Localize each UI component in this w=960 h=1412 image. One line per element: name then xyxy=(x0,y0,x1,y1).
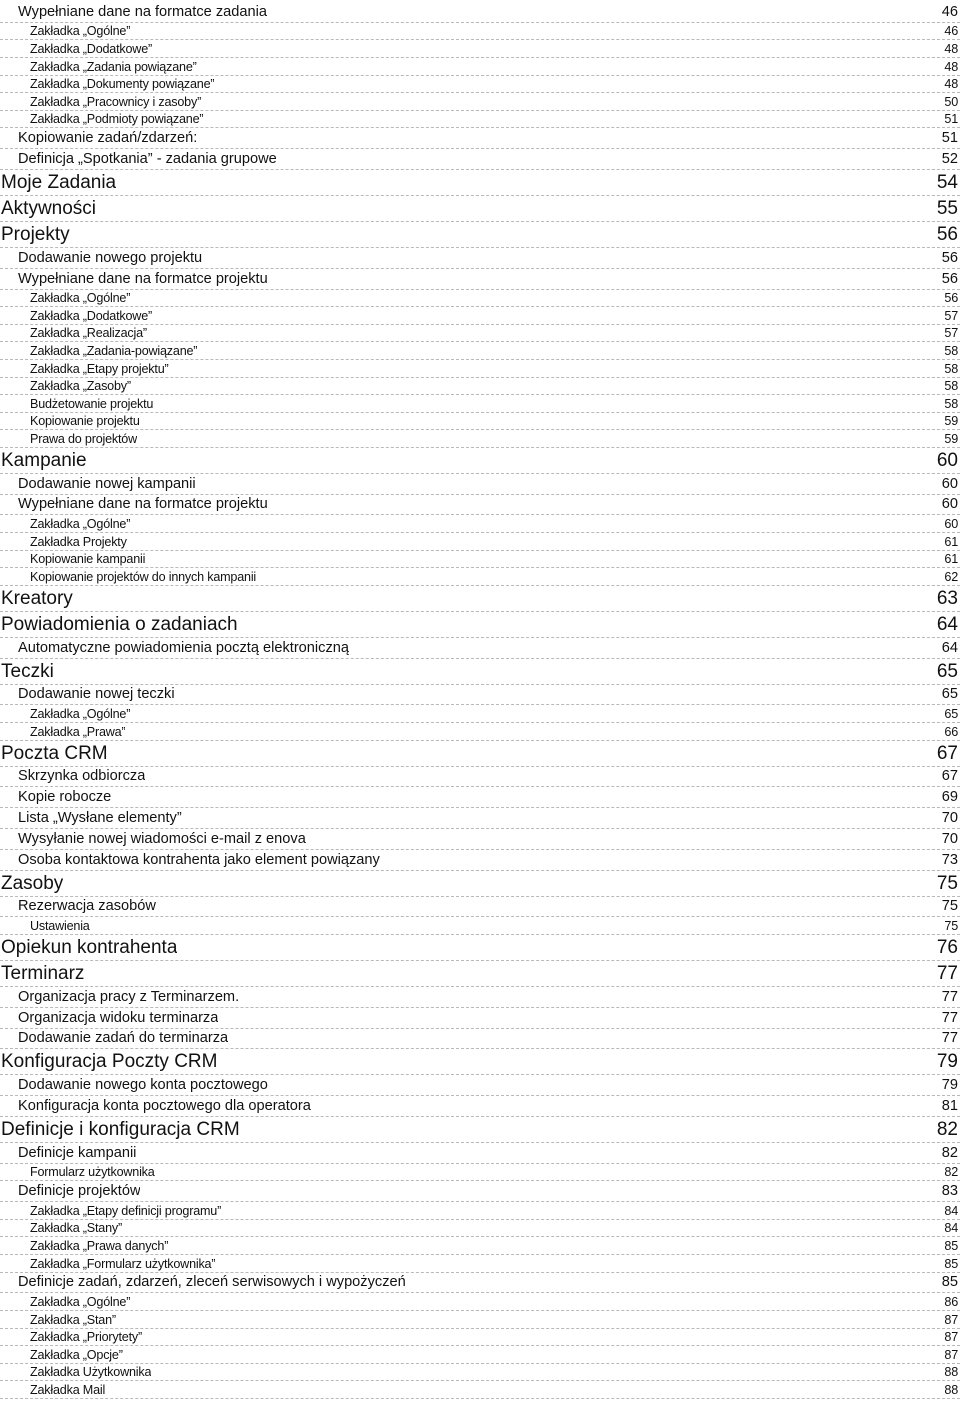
toc-entry[interactable] xyxy=(0,1049,960,1075)
toc-entry-title: Zakładka „Ogólne” xyxy=(30,291,131,306)
toc-entry-title: Konfiguracja Poczty CRM xyxy=(1,1051,218,1073)
toc-entry-page-number: 84 xyxy=(944,1221,958,1236)
toc-entry-title: Zakładka „Ogólne” xyxy=(30,707,131,722)
toc-entry[interactable] xyxy=(0,612,960,638)
toc-entry-title: Budżetowanie projektu xyxy=(30,396,154,411)
toc-entry-page-number: 88 xyxy=(944,1365,958,1380)
toc-entry[interactable] xyxy=(0,1117,960,1143)
toc-entry-page-number: 51 xyxy=(941,130,958,147)
toc-entry[interactable] xyxy=(0,222,960,248)
toc-entry[interactable] xyxy=(0,568,960,586)
toc-entry-title: Zakładka „Stan” xyxy=(30,1312,116,1327)
toc-entry[interactable] xyxy=(0,40,960,58)
toc-entry-page-number: 79 xyxy=(941,1077,958,1094)
toc-entry-title: Dodawanie nowej teczki xyxy=(18,686,175,703)
toc-entry-title: Zakładka Projekty xyxy=(30,534,127,549)
toc-entry-page-number: 84 xyxy=(944,1203,958,1218)
toc-entry-title: Skrzynka odbiorcza xyxy=(18,768,146,785)
toc-entry-page-number: 73 xyxy=(941,851,958,868)
toc-entry-page-number: 65 xyxy=(944,707,958,722)
toc-entry-title: Zakładka „Prawa” xyxy=(30,724,126,739)
toc-entry-page-number: 46 xyxy=(941,3,958,20)
toc-entry[interactable] xyxy=(0,685,960,706)
toc-entry[interactable] xyxy=(0,269,960,290)
toc-entry-title: Definicje kampanii xyxy=(18,1144,137,1161)
toc-entry[interactable] xyxy=(0,360,960,378)
toc-entry-title: Kopiowanie zadań/zdarzeń: xyxy=(18,130,198,147)
toc-entry[interactable] xyxy=(0,808,960,829)
toc-entry[interactable] xyxy=(0,474,960,495)
toc-entry[interactable] xyxy=(0,1293,960,1311)
toc-entry-page-number: 58 xyxy=(944,361,958,376)
toc-entry-title: Zakładka „Etapy projektu” xyxy=(30,361,169,376)
toc-entry[interactable] xyxy=(0,128,960,149)
toc-entry-page-number: 63 xyxy=(936,587,958,609)
toc-entry-title: Zakładka „Dodatkowe” xyxy=(30,41,152,56)
toc-entry-title: Kopie robocze xyxy=(18,789,112,806)
toc-entry-title: Zakładka „Stany” xyxy=(30,1221,122,1236)
toc-entry-page-number: 65 xyxy=(936,660,958,682)
toc-entry-title: Zakładka „Opcje” xyxy=(30,1347,123,1362)
toc-entry-title: Formularz użytkownika xyxy=(30,1165,155,1180)
toc-entry[interactable] xyxy=(0,787,960,808)
toc-entry-title: Zakładka Mail xyxy=(30,1382,106,1397)
toc-entry-page-number: 62 xyxy=(944,569,958,584)
toc-entry[interactable] xyxy=(0,111,960,129)
toc-entry[interactable] xyxy=(0,413,960,431)
toc-entry[interactable] xyxy=(0,723,960,741)
toc-entry[interactable] xyxy=(0,659,960,685)
toc-entry-page-number: 85 xyxy=(941,1274,958,1291)
toc-entry[interactable] xyxy=(0,307,960,325)
toc-entry-page-number: 60 xyxy=(944,517,958,532)
toc-entry-title: Lista „Wysłane elementy” xyxy=(18,810,182,827)
toc-entry-page-number: 65 xyxy=(941,686,958,703)
toc-entry-title: Definicje projektów xyxy=(18,1183,141,1200)
toc-entry[interactable] xyxy=(0,1311,960,1329)
toc-entry[interactable] xyxy=(0,586,960,612)
toc-entry-page-number: 82 xyxy=(944,1165,958,1180)
toc-entry-title: Wypełniane dane na formatce zadania xyxy=(18,3,267,20)
toc-entry-title: Kopiowanie projektów do innych kampanii xyxy=(30,569,257,584)
toc-entry[interactable] xyxy=(0,342,960,360)
toc-entry[interactable] xyxy=(0,1329,960,1347)
toc-entry-title: Organizacja pracy z Terminarzem. xyxy=(18,988,240,1005)
toc-entry-title: Projekty xyxy=(1,223,70,245)
toc-entry-page-number: 48 xyxy=(944,77,958,92)
toc-entry-page-number: 77 xyxy=(936,963,958,985)
toc-entry-title: Wysyłanie nowej wiadomości e-mail z enova xyxy=(18,830,306,847)
toc-entry-page-number: 56 xyxy=(944,291,958,306)
toc-entry[interactable] xyxy=(0,987,960,1008)
toc-entry-page-number: 75 xyxy=(936,872,958,894)
toc-entry-page-number: 64 xyxy=(936,613,958,635)
toc-entry[interactable] xyxy=(0,1273,960,1294)
toc-entry[interactable] xyxy=(0,1381,960,1399)
toc-entry[interactable] xyxy=(0,76,960,94)
toc-entry[interactable] xyxy=(0,1075,960,1096)
toc-entry-title: Zakładka „Pracownicy i zasoby” xyxy=(30,94,202,109)
toc-entry[interactable] xyxy=(0,897,960,918)
toc-entry-title: Kreatory xyxy=(1,587,73,609)
toc-entry-title: Kopiowanie kampanii xyxy=(30,552,146,567)
toc-entry-page-number: 70 xyxy=(941,810,958,827)
toc-entry[interactable] xyxy=(0,638,960,659)
toc-entry[interactable] xyxy=(0,2,960,23)
toc-entry-title: Zakładka „Dodatkowe” xyxy=(30,308,152,323)
toc-entry-title: Dodawanie zadań do terminarza xyxy=(18,1030,229,1047)
table-of-contents xyxy=(0,2,960,1399)
toc-entry-page-number: 66 xyxy=(944,724,958,739)
toc-entry-title: Dodawanie nowego projektu xyxy=(18,249,203,266)
toc-entry[interactable] xyxy=(0,58,960,76)
toc-entry-title: Definicje zadań, zdarzeń, zleceń serwisowych i wypożyczeń xyxy=(18,1274,406,1291)
toc-entry-page-number: 82 xyxy=(941,1144,958,1161)
toc-entry-title: Zakładka „Podmioty powiązane” xyxy=(30,112,204,127)
toc-entry-title: Rezerwacja zasobów xyxy=(18,898,156,915)
toc-entry-title: Zakładka „Zasoby” xyxy=(30,379,131,394)
toc-entry-page-number: 61 xyxy=(944,534,958,549)
toc-entry[interactable] xyxy=(0,1029,960,1050)
toc-entry[interactable] xyxy=(0,741,960,767)
toc-entry[interactable] xyxy=(0,1237,960,1255)
toc-entry[interactable] xyxy=(0,170,960,196)
toc-entry-page-number: 87 xyxy=(944,1347,958,1362)
toc-entry[interactable] xyxy=(0,23,960,41)
toc-entry[interactable] xyxy=(0,767,960,788)
toc-entry[interactable] xyxy=(0,378,960,396)
toc-entry[interactable] xyxy=(0,1164,960,1182)
toc-entry-page-number: 56 xyxy=(936,223,958,245)
toc-entry-title: Kopiowanie projektu xyxy=(30,414,140,429)
toc-entry[interactable] xyxy=(0,935,960,961)
toc-entry[interactable] xyxy=(0,448,960,474)
toc-entry-page-number: 70 xyxy=(941,830,958,847)
toc-entry[interactable] xyxy=(0,551,960,569)
toc-entry[interactable] xyxy=(0,961,960,987)
toc-entry[interactable] xyxy=(0,917,960,935)
toc-entry[interactable] xyxy=(0,1181,960,1202)
toc-entry-page-number: 58 xyxy=(944,343,958,358)
toc-entry-page-number: 56 xyxy=(941,249,958,266)
toc-entry-page-number: 60 xyxy=(941,475,958,492)
toc-entry-page-number: 48 xyxy=(944,59,958,74)
toc-entry-title: Poczta CRM xyxy=(1,742,108,764)
toc-entry-page-number: 77 xyxy=(941,1030,958,1047)
toc-entry-title: Wypełniane dane na formatce projektu xyxy=(18,496,268,513)
toc-entry[interactable] xyxy=(0,515,960,533)
toc-entry[interactable] xyxy=(0,871,960,897)
toc-entry-page-number: 61 xyxy=(944,552,958,567)
toc-entry-title: Zakładka „Zadania-powiązane” xyxy=(30,343,198,358)
toc-entry-page-number: 85 xyxy=(944,1256,958,1271)
toc-entry-title: Organizacja widoku terminarza xyxy=(18,1009,219,1026)
toc-entry-title: Powiadomienia o zadaniach xyxy=(1,613,238,635)
toc-entry-page-number: 88 xyxy=(944,1382,958,1397)
toc-entry-title: Zakładka „Formularz użytkownika” xyxy=(30,1256,216,1271)
toc-entry[interactable] xyxy=(0,495,960,516)
toc-entry-title: Zakładka „Ogólne” xyxy=(30,1294,131,1309)
toc-entry-page-number: 55 xyxy=(936,197,958,219)
toc-entry-page-number: 83 xyxy=(941,1183,958,1200)
toc-entry-page-number: 60 xyxy=(941,496,958,513)
toc-entry[interactable] xyxy=(0,395,960,413)
toc-entry[interactable] xyxy=(0,1096,960,1117)
toc-entry-title: Zakładka „Etapy definicji programu” xyxy=(30,1203,222,1218)
toc-entry-title: Zakładka „Zadania powiązane” xyxy=(30,59,197,74)
toc-entry-title: Definicja „Spotkania” - zadania grupowe xyxy=(18,150,277,167)
toc-entry-title: Zakładka „Dokumenty powiązane” xyxy=(30,77,215,92)
toc-entry-title: Dodawanie nowego konta pocztowego xyxy=(18,1077,268,1094)
toc-entry[interactable] xyxy=(0,93,960,111)
toc-entry-page-number: 57 xyxy=(944,326,958,341)
toc-entry-title: Definicje i konfiguracja CRM xyxy=(1,1119,240,1140)
toc-entry-title: Wypełniane dane na formatce projektu xyxy=(18,270,268,287)
toc-entry-title: Moje Zadania xyxy=(1,171,117,193)
toc-entry-title: Zakładka „Ogólne” xyxy=(30,517,131,532)
toc-entry-page-number: 48 xyxy=(944,41,958,56)
toc-entry-page-number: 59 xyxy=(944,414,958,429)
toc-entry[interactable] xyxy=(0,325,960,343)
toc-entry-page-number: 52 xyxy=(941,150,958,167)
toc-entry-title: Teczki xyxy=(1,660,54,682)
toc-entry[interactable] xyxy=(0,1008,960,1029)
toc-entry[interactable] xyxy=(0,196,960,222)
toc-entry-page-number: 57 xyxy=(944,308,958,323)
toc-entry-title: Zakładka „Prawa danych” xyxy=(30,1238,169,1253)
toc-entry[interactable] xyxy=(0,149,960,170)
toc-entry-page-number: 75 xyxy=(941,898,958,915)
toc-entry-title: Zasoby xyxy=(1,872,64,894)
toc-entry-title: Konfiguracja konta pocztowego dla operatora xyxy=(18,1098,311,1114)
toc-entry-title: Prawa do projektów xyxy=(30,431,138,446)
toc-entry-page-number: 50 xyxy=(944,94,958,109)
toc-entry-page-number: 77 xyxy=(941,1009,958,1026)
toc-entry-page-number: 86 xyxy=(944,1294,958,1309)
toc-entry-title: Zakładka „Ogólne” xyxy=(30,24,131,39)
toc-entry-page-number: 46 xyxy=(944,24,958,39)
toc-entry[interactable] xyxy=(0,1255,960,1273)
toc-entry[interactable] xyxy=(0,533,960,551)
toc-entry-title: Zakładka Użytkownika xyxy=(30,1365,152,1380)
toc-entry-page-number: 56 xyxy=(941,270,958,287)
toc-entry[interactable] xyxy=(0,430,960,448)
toc-entry-title: Aktywności xyxy=(1,197,97,219)
toc-entry-page-number: 60 xyxy=(936,449,958,471)
toc-entry[interactable] xyxy=(0,290,960,308)
toc-entry-page-number: 82 xyxy=(936,1119,958,1140)
toc-entry-title: Opiekun kontrahenta xyxy=(1,937,178,959)
toc-entry-page-number: 58 xyxy=(944,379,958,394)
toc-entry-title: Kampanie xyxy=(1,449,87,471)
toc-entry[interactable] xyxy=(0,1202,960,1220)
toc-entry-page-number: 85 xyxy=(944,1238,958,1253)
toc-entry-page-number: 67 xyxy=(936,742,958,764)
toc-entry-page-number: 77 xyxy=(941,988,958,1005)
toc-entry[interactable] xyxy=(0,1220,960,1238)
toc-entry-page-number: 87 xyxy=(944,1330,958,1345)
toc-entry-page-number: 76 xyxy=(936,937,958,959)
toc-entry-page-number: 81 xyxy=(941,1098,958,1114)
toc-entry-title: Osoba kontaktowa kontrahenta jako element powiązany xyxy=(18,851,380,868)
toc-entry-page-number: 87 xyxy=(944,1312,958,1327)
toc-entry-title: Dodawanie nowej kampanii xyxy=(18,475,196,492)
toc-entry-title: Zakładka „Priorytety” xyxy=(30,1330,142,1345)
toc-entry-page-number: 64 xyxy=(941,639,958,656)
toc-entry-title: Zakładka „Realizacja” xyxy=(30,326,147,341)
toc-entry-page-number: 75 xyxy=(944,919,958,934)
toc-entry[interactable] xyxy=(0,1364,960,1382)
toc-entry[interactable] xyxy=(0,705,960,723)
toc-entry-page-number: 58 xyxy=(944,396,958,411)
toc-entry[interactable] xyxy=(0,850,960,871)
toc-entry[interactable] xyxy=(0,1346,960,1364)
toc-entry[interactable] xyxy=(0,1143,960,1164)
toc-entry-title: Terminarz xyxy=(1,963,85,985)
toc-entry-page-number: 54 xyxy=(936,171,958,193)
toc-entry-title: Ustawienia xyxy=(30,919,90,934)
toc-entry-page-number: 67 xyxy=(941,768,958,785)
toc-entry[interactable] xyxy=(0,829,960,850)
toc-entry-page-number: 51 xyxy=(944,112,958,127)
toc-entry[interactable] xyxy=(0,248,960,269)
toc-entry-page-number: 69 xyxy=(941,789,958,806)
toc-entry-title: Automatyczne powiadomienia pocztą elektroniczną xyxy=(18,639,349,656)
toc-entry-page-number: 59 xyxy=(944,431,958,446)
toc-entry-page-number: 79 xyxy=(936,1051,958,1073)
